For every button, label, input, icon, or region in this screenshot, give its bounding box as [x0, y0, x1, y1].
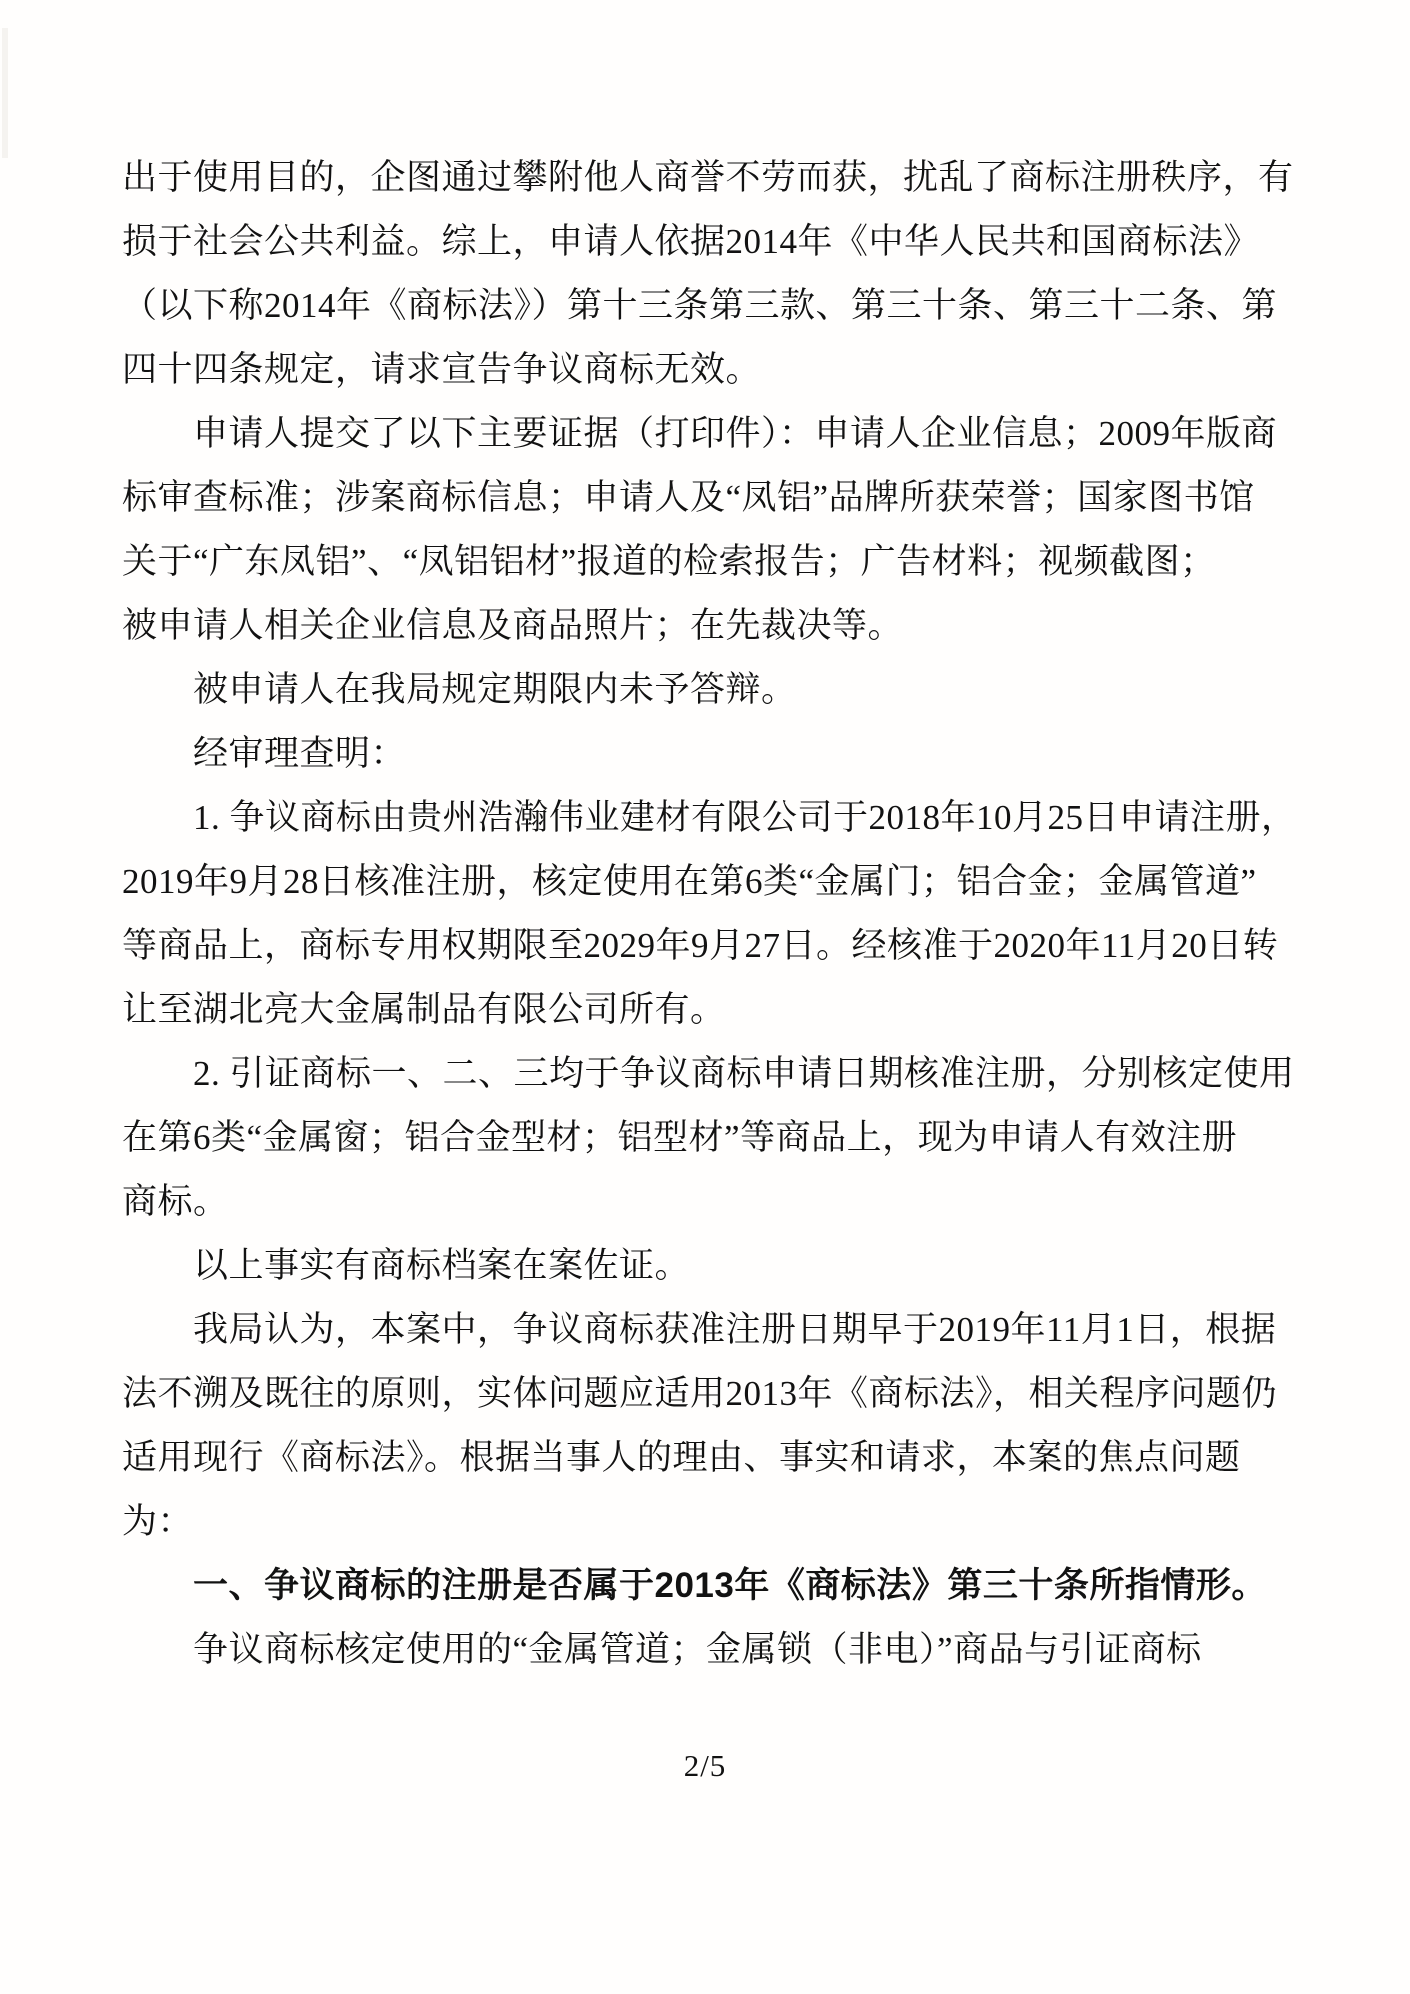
text-line-content: 出于使用目的，企图通过攀附他人商誉不劳而获，扰乱了商标注册秩序，有: [122, 158, 1294, 197]
text-line: [122, 1298, 1332, 1362]
text-line: [122, 978, 1332, 1042]
text-line: [122, 402, 1332, 466]
text-line: [122, 210, 1332, 274]
text-line: [122, 658, 1332, 722]
text-line: [122, 1618, 1332, 1682]
text-line-content: 以上事实有商标档案在案佐证。: [193, 1246, 691, 1285]
text-line-content: 损于社会公共利益。综上，申请人依据2014年《中华人民共和国商标法》: [122, 222, 1260, 261]
text-line: [122, 786, 1332, 850]
text-line-content: 一、争议商标的注册是否属于2013年《商标法》第三十条所指情形。: [193, 1566, 1267, 1605]
text-line: [122, 594, 1332, 658]
text-line: [122, 914, 1332, 978]
text-line-content: 在第6类“金属窗；铝合金型材；铝型材”等商品上，现为申请人有效注册: [122, 1118, 1238, 1157]
text-line: [122, 1234, 1332, 1298]
text-line-content: 申请人提交了以下主要证据（打印件）：申请人企业信息；2009年版商: [193, 414, 1278, 453]
scan-artifact-left-edge: [2, 28, 8, 158]
text-line-content: 法不溯及既往的原则，实体问题应适用2013年《商标法》，相关程序问题仍: [122, 1374, 1278, 1413]
text-line: [122, 274, 1332, 338]
text-line-content: 标审查标准；涉案商标信息；申请人及“凤铝”品牌所获荣誉；国家图书馆: [122, 478, 1255, 517]
text-line-content: 等商品上，商标专用权期限至2029年9月27日。经核准于2020年11月20日转: [122, 926, 1279, 965]
text-line: [122, 1106, 1332, 1170]
text-line-content: 关于“广东凤铝”、“凤铝铝材”报道的检索报告；广告材料；视频截图；: [122, 542, 1216, 581]
text-line: [122, 146, 1332, 210]
text-line: [122, 850, 1332, 914]
text-line: [122, 1426, 1332, 1490]
text-line: [122, 466, 1332, 530]
text-line-content: 1. 争议商标由贵州浩瀚伟业建材有限公司于2018年10月25日申请注册，: [193, 798, 1297, 837]
text-line-content: 2. 引证商标一、二、三均于争议商标申请日期核准注册，分别核定使用: [193, 1054, 1295, 1093]
text-line: [122, 722, 1332, 786]
text-line-content: 我局认为，本案中，争议商标获准注册日期早于2019年11月1日，根据: [193, 1310, 1277, 1349]
text-line: [122, 1170, 1332, 1234]
text-line-content: （以下称2014年《商标法》）第十三条第三款、第三十条、第三十二条、第: [122, 286, 1278, 325]
text-line: [122, 338, 1332, 402]
document-body: [122, 146, 1332, 1682]
text-line-content: 经审理查明：: [193, 734, 407, 773]
text-line: [122, 1362, 1332, 1426]
page-number: 2/5: [683, 1748, 727, 1783]
text-line-content: 2019年9月28日核准注册，核定使用在第6类“金属门；铝合金；金属管道”: [122, 862, 1257, 901]
text-line-content: 被申请人相关企业信息及商品照片；在先裁决等。: [122, 606, 904, 645]
text-line: [122, 1554, 1332, 1618]
text-line-content: 为：: [122, 1502, 194, 1541]
text-line-content: 让至湖北亮大金属制品有限公司所有。: [122, 990, 726, 1029]
text-line-content: 适用现行《商标法》。根据当事人的理由、事实和请求，本案的焦点问题: [122, 1438, 1241, 1477]
text-line-content: 商标。: [122, 1182, 229, 1221]
text-line: [122, 1042, 1332, 1106]
text-line-content: 被申请人在我局规定期限内未予答辩。: [193, 670, 797, 709]
text-line: [122, 530, 1332, 594]
text-line-content: 四十四条规定，请求宣告争议商标无效。: [122, 350, 762, 389]
text-line: [122, 1490, 1332, 1554]
text-line-content: 争议商标核定使用的“金属管道；金属锁（非电）”商品与引证商标: [193, 1630, 1202, 1669]
